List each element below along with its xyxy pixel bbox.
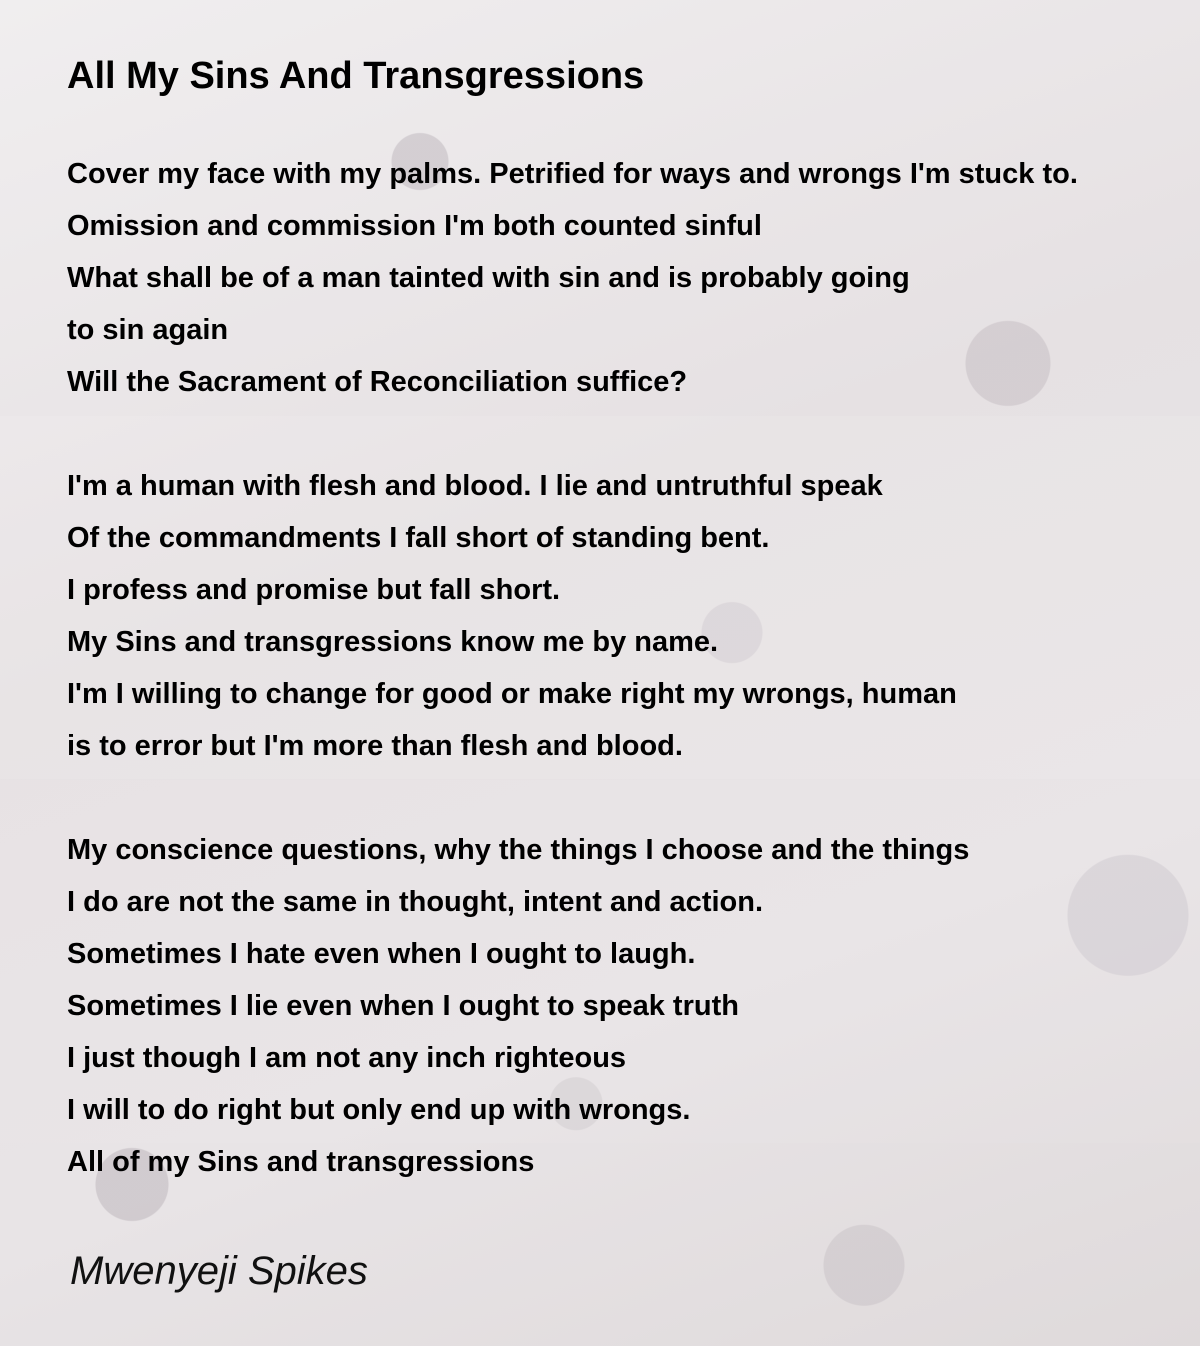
poem-line: What shall be of a man tainted with sin and is probably going (67, 262, 910, 294)
poem-line: is to error but I'm more than flesh and blood. (67, 730, 683, 762)
poem-title: All My Sins And Transgressions (67, 55, 645, 97)
poem-line: Will the Sacrament of Reconciliation suffice? (67, 366, 688, 398)
poem-line: I do are not the same in thought, intent and action. (67, 886, 764, 918)
poem-line: I'm I willing to change for good or make right my wrongs, human (67, 678, 957, 710)
poem-line: All of my Sins and transgressions (67, 1146, 535, 1178)
poem-line: Sometimes I lie even when I ought to speak truth (67, 990, 739, 1022)
poem-line: Sometimes I hate even when I ought to laugh. (67, 938, 696, 970)
poem-line: Of the commandments I fall short of standing bent. (67, 522, 770, 554)
poem-line: Cover my face with my palms. Petrified for ways and wrongs I'm stuck to. (67, 158, 1078, 190)
poem-line: I profess and promise but fall short. (67, 574, 561, 606)
stanza-2 (67, 460, 1197, 772)
poem-line: My Sins and transgressions know me by name. (67, 626, 719, 658)
poem-line: My conscience questions, why the things I choose and the things (67, 834, 970, 866)
author-name: Mwenyeji Spikes (70, 1249, 368, 1293)
poem-line: I'm a human with flesh and blood. I lie and untruthful speak (67, 470, 883, 502)
poem-line: I just though I am not any inch righteous (67, 1042, 627, 1074)
poem-line: I will to do right but only end up with wrongs. (67, 1094, 691, 1126)
poem-line: to sin again (67, 314, 229, 346)
stanza-1 (67, 148, 1197, 408)
poem-line: Omission and commission I'm both counted sinful (67, 210, 762, 242)
poem-body (67, 148, 1197, 1240)
stanza-3 (67, 824, 1197, 1188)
